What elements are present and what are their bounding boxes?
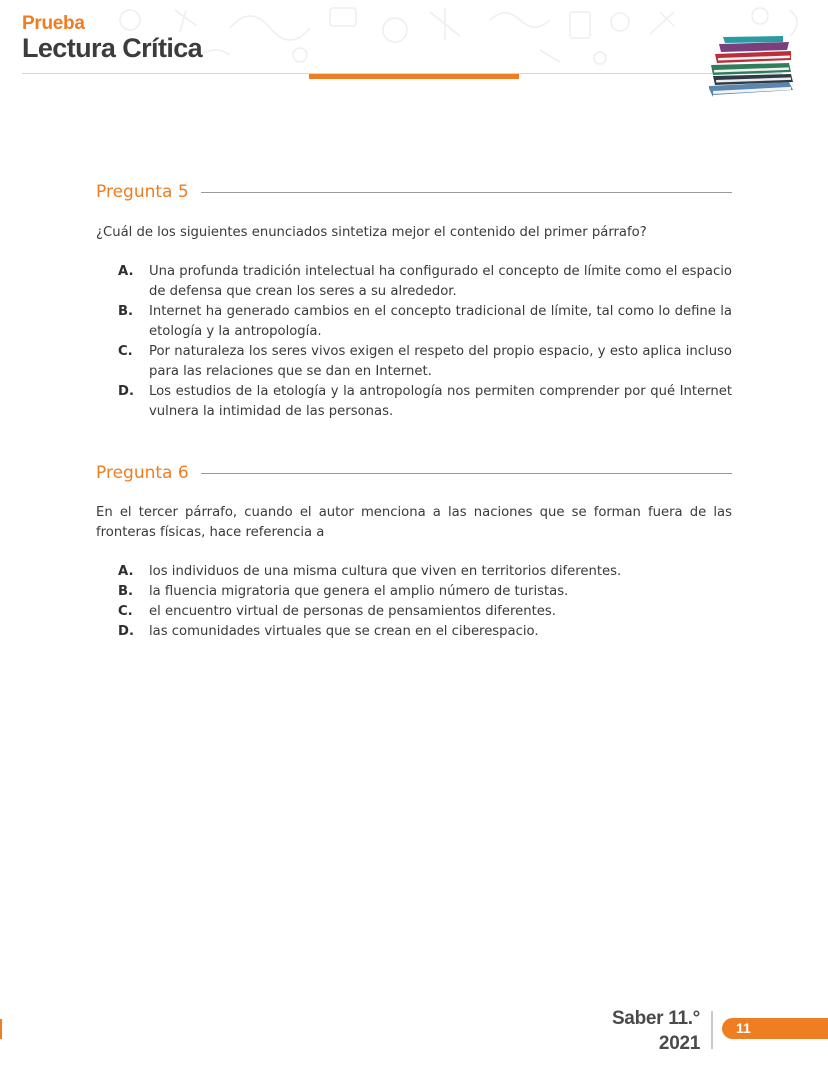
option-letter: B. [118,304,134,319]
question-5-title: Pregunta 5 [96,182,189,202]
option-letter: B. [118,584,134,599]
option-text: Los estudios de la etología y la antropología nos permiten comprender por qué Internet vulnera la intimidad de las personas. [149,384,732,419]
page-title: Lectura Crítica [22,33,203,63]
question-6-option-a[interactable] [118,562,732,582]
footer-exam-name: Saber 11.° [611,1008,700,1029]
question-5-option-b[interactable] [118,302,732,342]
option-text: Una profunda tradición intelectual ha configurado el concepto de límite como el espacio de defensa que crean los seres a su alrededor. [149,264,732,299]
question-5-option-c[interactable] [118,342,732,382]
footer-exam-label [612,1006,700,1056]
question-6-rule [201,473,732,474]
option-letter: D. [118,624,134,639]
question-6-heading [96,461,732,485]
option-text: los individuos de una misma cultura que viven en territorios diferentes. [149,564,622,579]
question-6-title: Pregunta 6 [96,463,189,483]
option-letter: A. [118,264,134,279]
question-5-stem: ¿Cuál de los siguientes enunciados sintetiza mejor el contenido del primer párrafo? [96,225,647,240]
option-text: las comunidades virtuales que se crean en el ciberespacio. [149,624,539,639]
option-text: Internet ha generado cambios en el concepto tradicional de límite, tal como lo define la etología y la antropología. [149,304,732,339]
question-6-option-d[interactable] [118,622,732,642]
option-letter: C. [118,604,133,619]
page-header [0,0,828,100]
footer-divider [711,1011,713,1049]
question-6-stem: En el tercer párrafo, cuando el autor menciona a las naciones que se forman fuera de las fronteras físicas, hace referencia a [96,505,732,540]
question-5-option-a[interactable] [118,262,732,302]
question-6-option-b[interactable] [118,582,732,602]
question-5-options [118,262,732,422]
page-number-tab [722,1018,828,1039]
question-6-options [118,562,732,642]
footer-left-marker [0,1019,2,1039]
option-letter: D. [118,384,134,399]
header-accent-bar [309,74,519,79]
option-text: Por naturaleza los seres vivos exigen el respeto del propio espacio, y esto aplica incluso para las relaciones que se dan en Internet. [149,344,732,379]
question-5-option-d[interactable] [118,382,732,422]
header-kicker: Prueba [22,13,85,34]
books-stack-icon [705,36,797,98]
question-5-rule [201,192,732,193]
option-letter: A. [118,564,134,579]
option-text: el encuentro virtual de personas de pensamientos diferentes. [149,604,556,619]
option-text: la fluencia migratoria que genera el amplio número de turistas. [149,584,569,599]
question-6-option-c[interactable] [118,602,732,622]
footer-year: 2021 [658,1033,700,1054]
page-number: 11 [736,1020,751,1036]
question-5-heading [96,180,732,204]
option-letter: C. [118,344,133,359]
